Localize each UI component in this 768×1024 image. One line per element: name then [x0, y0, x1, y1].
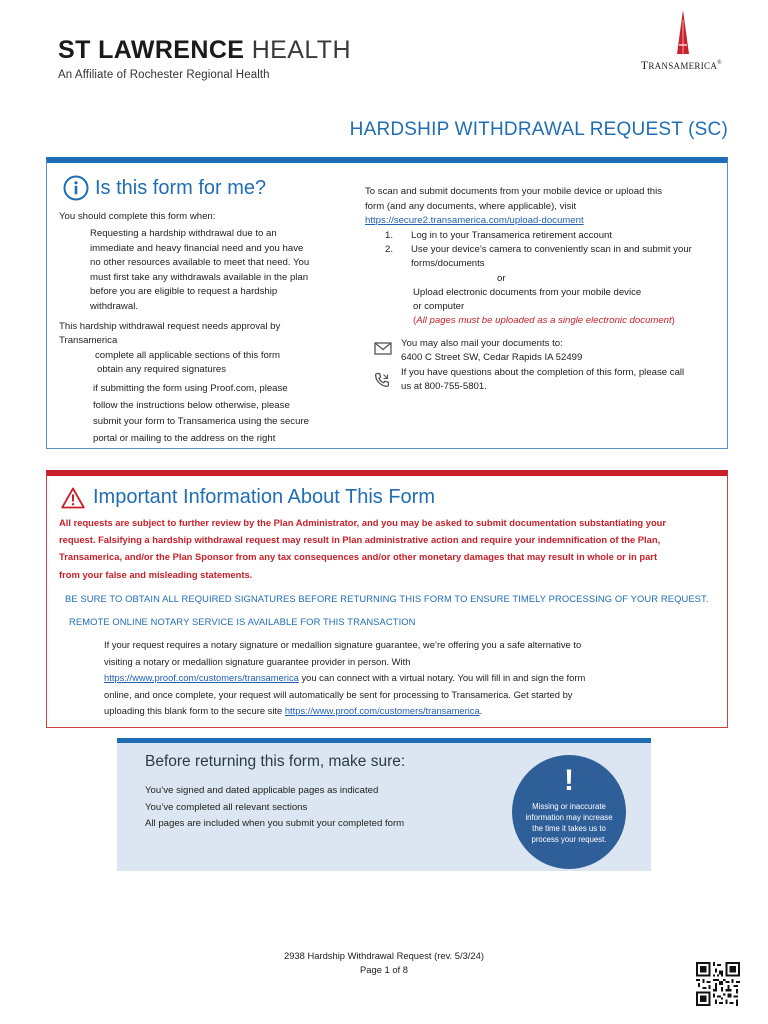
transamerica-logo — [642, 10, 722, 72]
important-heading-text: Important Information About This Form — [93, 486, 436, 508]
scan-line: To scan and submit documents from your mobile device or upload this — [365, 186, 663, 197]
step-item: complete all applicable sections of this form — [95, 350, 281, 361]
or-separator: or — [497, 272, 506, 284]
upload-step-2 — [385, 243, 725, 257]
form-title: HARDSHIP WITHDRAWAL REQUEST (SC) — [349, 119, 728, 140]
notary-line — [104, 670, 670, 687]
checklist-item: You’ve completed all relevant sections — [145, 801, 308, 813]
phone-icon — [374, 372, 390, 388]
upload-note-text: All pages must be uploaded as a single electronic document — [416, 315, 672, 327]
checklist-items — [145, 783, 404, 833]
return-checklist — [117, 738, 651, 871]
notary-line-text: uploading this blank form to the secure site — [104, 705, 285, 717]
transamerica-wordmark: TRANSAMERICA® — [640, 58, 722, 72]
notary-line: If your request requires a notary signature or medallion signature guarantee, we’re offering you a safe alternative to — [104, 639, 582, 650]
brand-name-light: HEALTH — [251, 36, 351, 64]
transamerica-pyramid-icon — [676, 10, 690, 54]
step-number: 1. — [385, 230, 394, 241]
proof-upload-link[interactable]: https://www.proof.com/customers/transamerica — [284, 705, 480, 717]
criteria-line: no other resources available to meet that need. You — [90, 257, 310, 269]
eligibility-heading-text: Is this form for me? — [95, 176, 267, 199]
step-2-continued: forms/documents — [411, 258, 485, 270]
step-item: obtain any required signatures — [97, 364, 227, 376]
criteria-line: Requesting a hardship withdrawal due to an — [90, 228, 277, 239]
document-id: 2938 Hardship Withdrawal Request (rev. 5/3/24) — [284, 950, 484, 961]
brand-name — [58, 36, 351, 65]
falsification-warning — [59, 514, 717, 583]
step-text: Use your device’s camera to conveniently scan in and submit your — [411, 244, 692, 256]
warning-line: request. Falsifying a hardship withdrawal request may result in Plan administrative action and require your indemnification of the Plan, — [59, 534, 661, 546]
exclamation-icon: ! — [564, 764, 574, 797]
warning-line: Transamerica, and/or the Plan Sponsor from any tax consequences and/or other monetary damages that may result in whole or in part — [59, 551, 658, 563]
info-icon — [63, 175, 89, 201]
signatures-notice: BE SURE TO OBTAIN ALL REQUIRED SIGNATURES BEFORE RETURNING THIS FORM TO ENSURE TIMELY PROCESSING OF YOUR REQUEST. — [65, 593, 709, 604]
notary-line-text: . — [479, 705, 483, 717]
upload-alt-line: or computer — [413, 301, 465, 313]
submit-instructions — [93, 381, 333, 447]
approval-line: This hardship withdrawal request needs approval by — [59, 321, 281, 332]
mail-line: You may also mail your documents to: — [401, 338, 563, 349]
phone-line: If you have questions about the completion of this form, please call — [401, 367, 685, 378]
upload-alt-line: Upload electronic documents from your mobile device — [413, 286, 642, 298]
proof-link[interactable]: https://www.proof.com/customers/transamerica — [104, 672, 299, 684]
submit-line: follow the instructions below otherwise, please — [93, 399, 290, 411]
upload-instructions — [365, 185, 715, 229]
required-steps — [95, 349, 280, 378]
approval-note — [59, 320, 319, 349]
warning-icon — [61, 487, 85, 509]
processing-alert-text — [524, 801, 614, 845]
approval-line: Transamerica — [59, 335, 118, 347]
submit-line: portal or mailing to the address on the right — [93, 432, 276, 444]
step-number: 2. — [385, 244, 394, 256]
notary-line: online, and once complete, your request will automatically be sent for processing to Transamerica. Get started by — [104, 688, 573, 700]
criteria-line: before you are eligible to request a hardship — [90, 286, 278, 298]
important-heading — [61, 486, 435, 509]
upload-note: (All pages must be uploaded as a single electronic document) — [413, 315, 675, 327]
checklist-item: All pages are included when you submit your completed form — [145, 818, 405, 830]
mailing-address: 6400 C Street SW, Cedar Rapids IA 52499 — [401, 352, 583, 364]
alert-line: process your request. — [531, 835, 607, 844]
qr-code — [696, 962, 740, 1006]
criteria-line: immediate and heavy financial need and you have — [90, 242, 304, 254]
scan-line: form (and any documents, where applicable), visit — [365, 200, 577, 212]
brand-tagline: An Affiliate of Rochester Regional Health — [58, 69, 270, 81]
page-footer — [0, 949, 768, 976]
notary-line-text: you can connect with a virtual notary. You will fill in and sign the form — [298, 672, 586, 684]
important-info-panel — [46, 470, 728, 728]
page-number: Page 1 of 8 — [360, 963, 408, 975]
hardship-criteria — [90, 227, 330, 315]
upload-document-link[interactable]: https://secure2.transamerica.com/upload-document — [365, 215, 584, 227]
brand-logo — [58, 36, 351, 81]
alert-line: the time it takes us to — [532, 824, 606, 833]
notary-notice: REMOTE ONLINE NOTARY SERVICE IS AVAILABLE FOR THIS TRANSACTION — [69, 616, 416, 627]
upload-step-1 — [385, 229, 725, 243]
notary-instructions — [104, 637, 670, 720]
form-eligibility-panel — [46, 157, 728, 449]
phone-info — [401, 366, 684, 395]
step-text: Log in to your Transamerica retirement account — [411, 230, 613, 241]
criteria-line: must first take any withdrawals available in the plan — [90, 271, 309, 283]
envelope-icon — [374, 342, 392, 355]
warning-line: from your false and misleading statements. — [59, 568, 253, 580]
warning-line: All requests are subject to further review by the Plan Administrator, and you may be asked to submit documentation substantiating your — [59, 517, 667, 528]
alert-line: information may increase — [525, 813, 613, 822]
alert-line: Missing or inaccurate — [532, 802, 606, 811]
notary-line — [104, 703, 670, 720]
processing-alert-bubble — [512, 755, 626, 869]
criteria-line: withdrawal. — [90, 300, 138, 312]
submit-line: if submitting the form using Proof.com, please — [93, 383, 288, 394]
mailing-info — [401, 337, 582, 366]
checklist-heading: Before returning this form, make sure: — [145, 753, 406, 770]
upload-steps — [385, 229, 725, 328]
notary-line: visiting a notary or medallion signature guarantee provider in person. With — [104, 655, 411, 667]
eligibility-intro: You should complete this form when: — [59, 211, 216, 222]
submit-line: submit your form to Transamerica using the secure — [93, 416, 309, 428]
checklist-item: You’ve signed and dated applicable pages as indicated — [145, 785, 379, 796]
phone-number: us at 800-755-5801. — [401, 381, 487, 393]
eligibility-heading — [63, 175, 266, 201]
brand-name-bold: ST LAWRENCE — [58, 36, 245, 64]
